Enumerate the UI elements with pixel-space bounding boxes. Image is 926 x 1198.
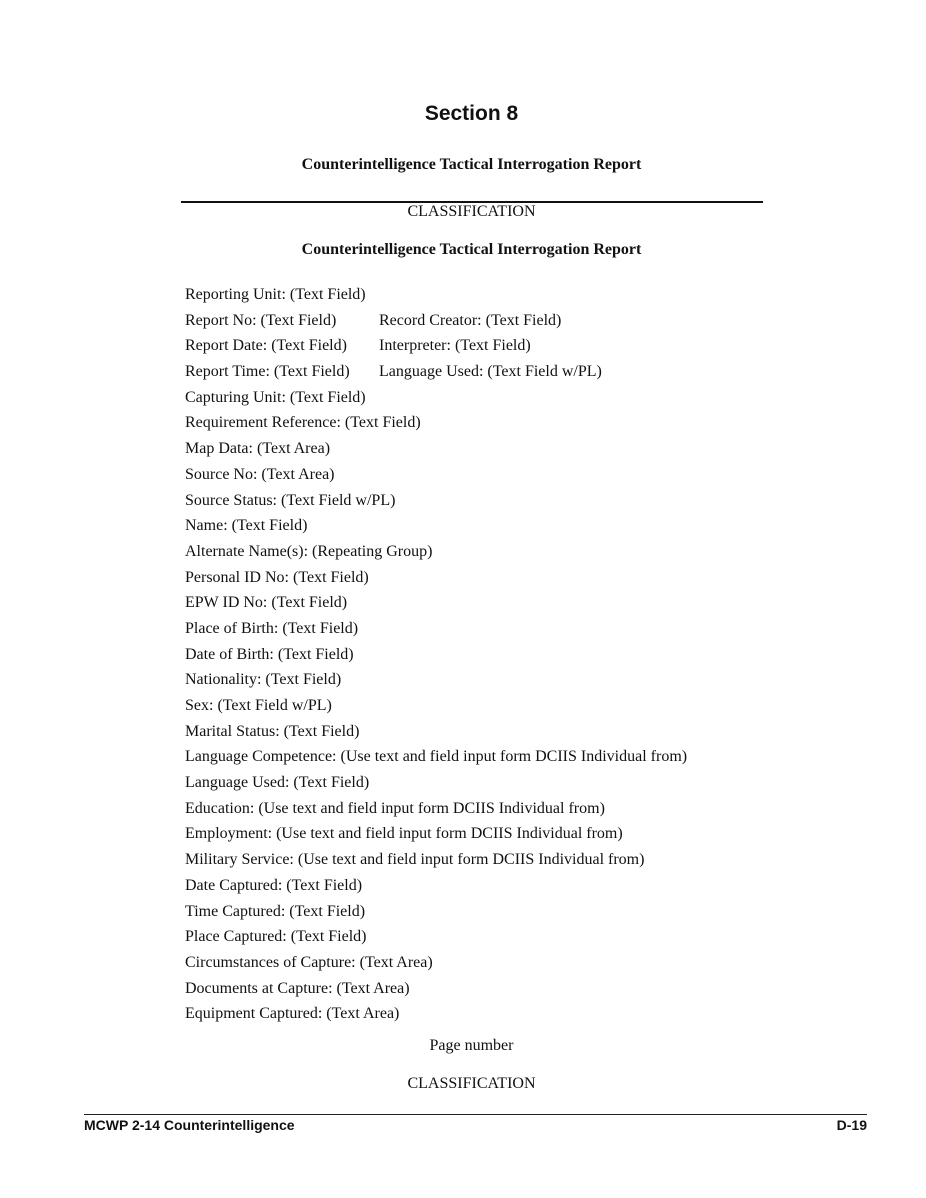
- footer-divider: [84, 1114, 867, 1115]
- field-report-time: Report Time: (Text Field): [185, 363, 350, 381]
- field-date-captured: Date Captured: (Text Field): [185, 876, 363, 894]
- form-row: [185, 488, 785, 514]
- field-alternate-names: Alternate Name(s): (Repeating Group): [185, 542, 433, 560]
- field-circumstances-of-capture: Circumstances of Capture: (Text Area): [185, 953, 433, 971]
- field-marital-status: Marital Status: (Text Field): [185, 722, 360, 740]
- field-interpreter: Interpreter: (Text Field): [379, 337, 531, 355]
- form-row: [185, 1001, 785, 1027]
- field-map-data: Map Data: (Text Area): [185, 440, 331, 458]
- classification-bottom: CLASSIFICATION: [407, 1075, 536, 1092]
- footer-publication: MCWP 2-14 Counterintelligence: [84, 1117, 295, 1133]
- form-title: Counterintelligence Tactical Interrogation Report: [301, 241, 642, 258]
- field-language-used-pl: Language Used: (Text Field w/PL): [379, 363, 602, 381]
- field-capturing-unit: Capturing Unit: (Text Field): [185, 388, 366, 406]
- field-reporting-unit: Reporting Unit: (Text Field): [185, 286, 366, 303]
- page-number-placeholder: Page number: [429, 1037, 514, 1054]
- field-employment: Employment: (Use text and field input form DCIIS Individual from): [185, 825, 623, 843]
- form-row: [185, 976, 785, 1002]
- field-record-creator: Record Creator: (Text Field): [379, 311, 562, 329]
- form-row: [185, 282, 785, 308]
- field-source-no: Source No: (Text Area): [185, 465, 335, 483]
- form-row: [185, 359, 785, 385]
- field-sex: Sex: (Text Field w/PL): [185, 697, 332, 714]
- form-row: [185, 513, 785, 539]
- section-title: Section 8: [424, 102, 519, 125]
- field-place-captured: Place Captured: (Text Field): [185, 928, 367, 946]
- form-row: [185, 462, 785, 488]
- field-requirement-reference: Requirement Reference: (Text Field): [185, 414, 421, 432]
- form-row: [185, 744, 785, 770]
- field-language-competence: Language Competence: (Use text and field input form DCIIS Individual from): [185, 748, 688, 766]
- field-military-service: Military Service: (Use text and field input form DCIIS Individual from): [185, 851, 645, 869]
- field-documents-at-capture: Documents at Capture: (Text Area): [185, 979, 410, 997]
- form-row: [185, 924, 785, 950]
- form-row: [185, 590, 785, 616]
- form-row: [185, 385, 785, 411]
- field-report-no: Report No: (Text Field): [185, 311, 337, 329]
- form-fields-list: [185, 282, 785, 1027]
- form-row: [185, 719, 785, 745]
- field-source-status: Source Status: (Text Field w/PL): [185, 491, 396, 509]
- report-heading: Counterintelligence Tactical Interrogation Report: [301, 156, 642, 173]
- form-row: [185, 899, 785, 925]
- field-language-used: Language Used: (Text Field): [185, 774, 370, 792]
- form-row: [185, 873, 785, 899]
- form-row: [185, 616, 785, 642]
- form-row: [185, 642, 785, 668]
- form-row: [185, 333, 785, 359]
- field-personal-id-no: Personal ID No: (Text Field): [185, 568, 369, 586]
- form-row: [185, 693, 785, 719]
- field-place-of-birth: Place of Birth: (Text Field): [185, 619, 359, 637]
- form-row: [185, 565, 785, 591]
- form-row: [185, 796, 785, 822]
- footer-page-number: D-19: [836, 1117, 867, 1133]
- field-education: Education: (Use text and field input form DCIIS Individual from): [185, 799, 605, 817]
- field-epw-id-no: EPW ID No: (Text Field): [185, 594, 348, 612]
- form-row: [185, 410, 785, 436]
- form-row: [185, 539, 785, 565]
- field-equipment-captured: Equipment Captured: (Text Area): [185, 1005, 400, 1023]
- field-nationality: Nationality: (Text Field): [185, 671, 342, 689]
- form-row: [185, 436, 785, 462]
- classification-top: CLASSIFICATION: [407, 203, 536, 220]
- form-row: [185, 847, 785, 873]
- form-row: [185, 950, 785, 976]
- field-time-captured: Time Captured: (Text Field): [185, 902, 366, 920]
- form-row: [185, 308, 785, 334]
- form-row: [185, 667, 785, 693]
- field-name: Name: (Text Field): [185, 517, 308, 535]
- form-row: [185, 821, 785, 847]
- form-row: [185, 770, 785, 796]
- field-report-date: Report Date: (Text Field): [185, 337, 347, 355]
- field-date-of-birth: Date of Birth: (Text Field): [185, 645, 354, 663]
